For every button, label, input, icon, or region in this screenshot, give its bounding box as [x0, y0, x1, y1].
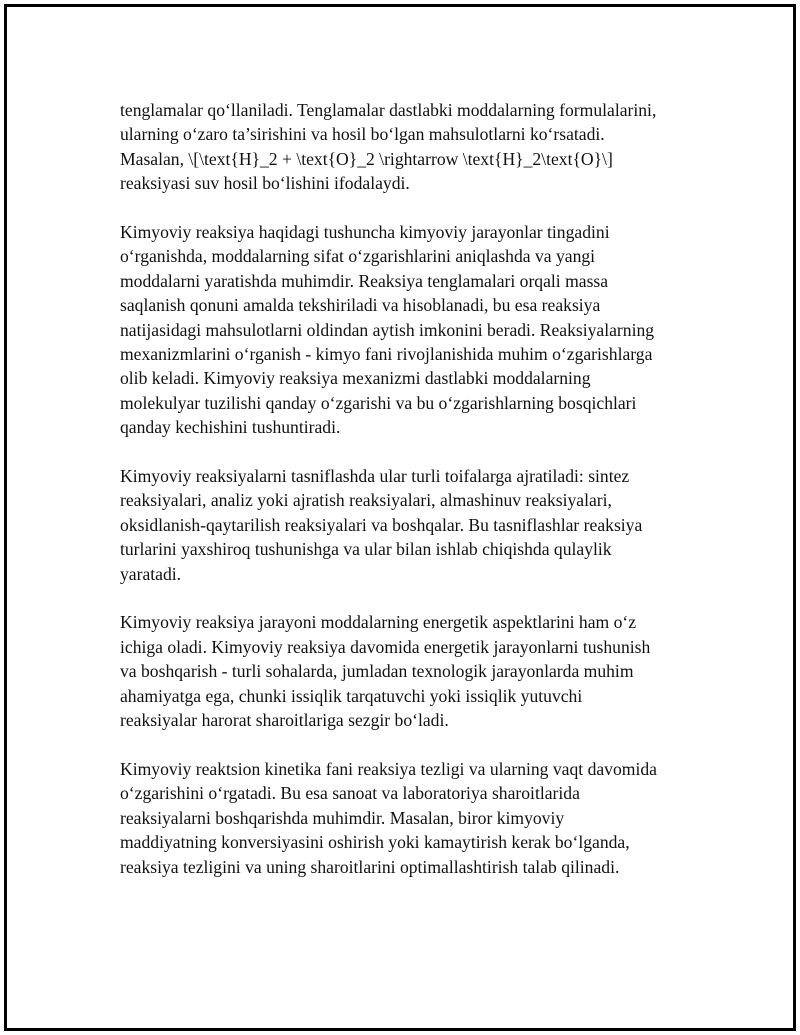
text-line: Kimyoviy reaksiya haqidagi tushuncha kimyoviy jarayonlar tingadini	[120, 222, 610, 243]
text-line: va boshqarish - turli sohalarda, jumladan texnologik jarayonlarda muhim	[120, 661, 634, 682]
text-line: Masalan, \[\text{H}_2 + \text{O}_2 \rightarrow \text{H}_2\text{O}\]	[120, 148, 613, 169]
paragraph-5	[120, 757, 700, 879]
text-line: ularning o‘zaro ta’sirishini va hosil bo‘lgan mahsulotlarni ko‘rsatadi.	[120, 124, 605, 145]
paragraph-4	[120, 610, 700, 732]
text-line: reaksiyalari, analiz yoki ajratish reaksiyalari, almashinuv reaksiyalari,	[120, 490, 612, 511]
text-line: Kimyoviy reaksiyalarni tasniflashda ular turli toifalarga ajratiladi: sintez	[120, 466, 630, 487]
text-line: natijasidagi mahsulotlarni oldindan aytish imkonini beradi. Reaksiyalarning	[120, 319, 655, 340]
text-line: reaksiyasi suv hosil bo‘lishini ifodalaydi.	[120, 173, 410, 194]
text-line: Kimyoviy reaktsion kinetika fani reaksiya tezligi va ularning vaqt davomida	[120, 758, 657, 779]
text-line: moddalarni yaratishda muhimdir. Reaksiya tenglamalari orqali massa	[120, 270, 609, 291]
text-line: molekulyar tuzilishi qanday o‘zgarishi va bu o‘zgarishlarning bosqichlari	[120, 392, 637, 413]
text-line: reaksiyalar harorat sharoitlariga sezgir bo‘ladi.	[120, 710, 449, 731]
page-frame	[4, 4, 796, 1031]
paragraph-2	[120, 220, 700, 440]
text-line: oksidlanish-qaytarilish reaksiyalari va boshqalar. Bu tasniflashlar reaksiya	[120, 514, 643, 535]
text-line: ichiga oladi. Kimyoviy reaksiya davomida energetik jarayonlarni tushunish	[120, 636, 651, 657]
text-line: o‘zgarishini o‘rgatadi. Bu esa sanoat va laboratoriya sharoitlarida	[120, 783, 580, 804]
text-line: reaksiyalarni boshqarishda muhimdir. Masalan, biror kimyoviy	[120, 807, 565, 828]
text-line: Kimyoviy reaksiya jarayoni moddalarning energetik aspektlarini ham o‘z	[120, 612, 637, 633]
text-line: yaratadi.	[120, 563, 182, 584]
document-body	[120, 98, 700, 903]
text-line: mexanizmlarini o‘rganish - kimyo fani rivojlanishida muhim o‘zgarishlarga	[120, 344, 653, 365]
text-line: o‘rganishda, moddalarning sifat o‘zgarishlarini aniqlashda va yangi	[120, 246, 596, 267]
text-line: qanday kechishini tushuntiradi.	[120, 417, 341, 438]
paragraph-1	[120, 98, 700, 196]
text-line: reaksiya tezligini va uning sharoitlarini optimallashtirish talab qilinadi.	[120, 856, 620, 877]
paragraph-3	[120, 464, 700, 586]
text-line: turlarini yaxshiroq tushunishga va ular bilan ishlab chiqishda qulaylik	[120, 539, 612, 560]
text-line: maddiyatning konversiyasini oshirish yoki kamaytirish kerak bo‘lganda,	[120, 832, 630, 853]
text-line: olib keladi. Kimyoviy reaksiya mexanizmi dastlabki moddalarning	[120, 368, 591, 389]
text-line: saqlanish qonuni amalda tekshiriladi va hisoblanadi, bu esa reaksiya	[120, 295, 601, 316]
text-line: tenglamalar qo‘llaniladi. Tenglamalar dastlabki moddalarning formulalarini,	[120, 100, 657, 120]
text-line: ahamiyatga ega, chunki issiqlik tarqatuvchi yoki issiqlik yutuvchi	[120, 685, 583, 706]
